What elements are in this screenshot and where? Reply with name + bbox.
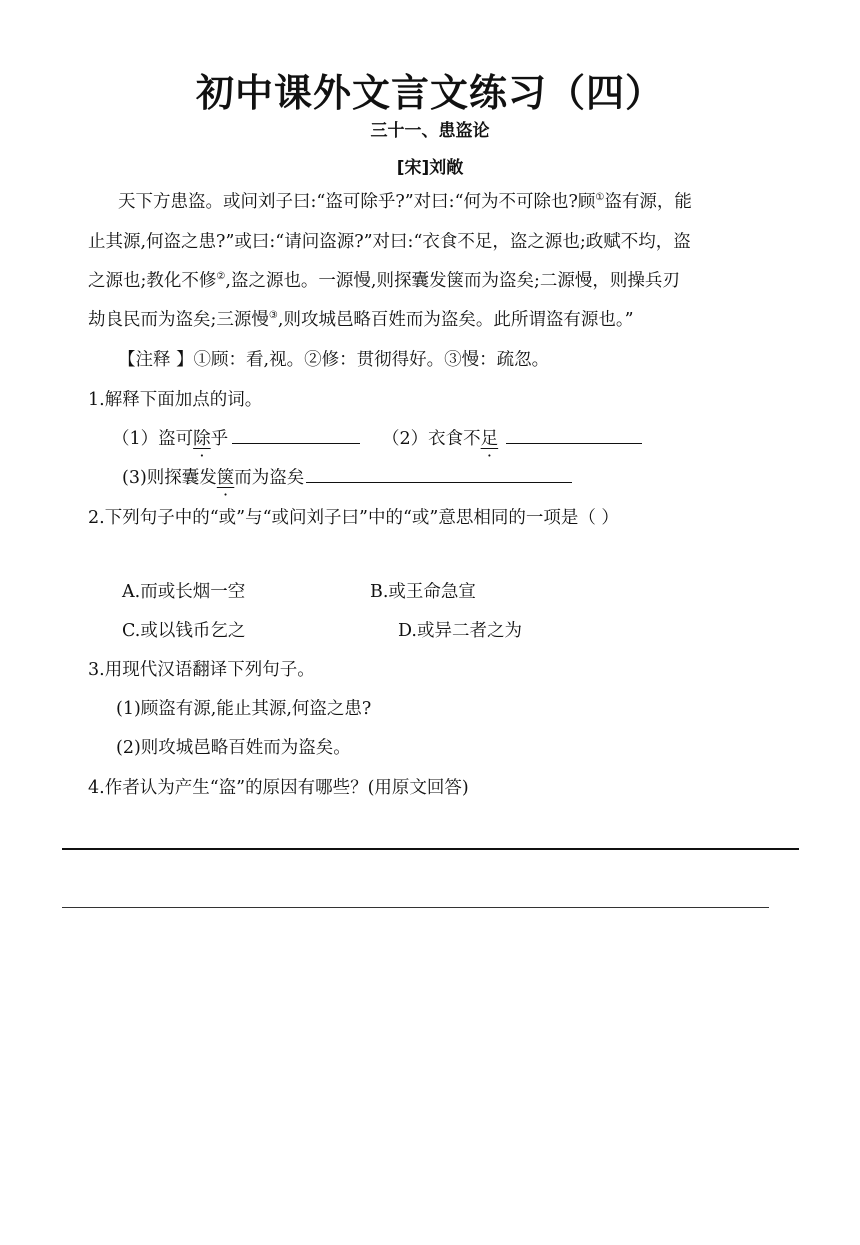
article-title: 三十一、患盗论 bbox=[370, 121, 490, 141]
dotted-word: 箧 bbox=[216, 468, 235, 488]
question-2-option-c[interactable]: C.或以钱币乞之 bbox=[122, 621, 246, 641]
answer-blank[interactable] bbox=[232, 427, 360, 444]
footnote-mark: ① bbox=[595, 192, 605, 203]
article-author: [宋]刘敞 bbox=[396, 158, 464, 178]
question-2-option-a[interactable]: A.而或长烟一空 bbox=[122, 582, 246, 602]
question-2-heading: 2.下列句子中的“或”与“或问刘子曰”中的“或”意思相同的一项是（ ） bbox=[88, 508, 619, 528]
question-2-option-b[interactable]: B.或王命急宣 bbox=[370, 582, 476, 602]
annotation-notes: 【注释 】①顾：看,视。②修：贯彻得好。③慢：疏忽。 bbox=[118, 350, 550, 370]
question-3-item-1: (1)顾盗有源,能止其源,何盗之患? bbox=[116, 699, 372, 719]
question-1-item-1: （1）盗可除乎 bbox=[112, 427, 360, 451]
answer-blank[interactable] bbox=[506, 427, 642, 444]
question-4-heading: 4.作者认为产生“盗”的原因有哪些？(用原文回答) bbox=[88, 778, 469, 798]
answer-blank[interactable] bbox=[306, 466, 572, 483]
question-3-heading: 3.用现代汉语翻译下列句子。 bbox=[88, 660, 315, 680]
answer-line[interactable] bbox=[62, 907, 769, 908]
page-title: 初中课外文言文练习（四） bbox=[195, 71, 664, 115]
question-1-item-3: (3)则探囊发箧而为盗矣 bbox=[122, 466, 572, 490]
question-2-option-d[interactable]: D.或异二者之为 bbox=[398, 621, 522, 641]
passage-line-2: 止其源,何盗之患?”或曰:“请问盗源?”对曰:“衣食不足，盗之源也;政赋不均，盗 bbox=[88, 232, 691, 252]
question-1-item-2: （2）衣食不足 bbox=[382, 427, 642, 451]
passage-line-1: 天下方患盗。或问刘子曰:“盗可除乎?”对曰:“何为不可除也?顾①盗有源，能 bbox=[118, 192, 692, 212]
question-1-heading: 1.解释下面加点的词。 bbox=[88, 390, 263, 410]
passage-line-3: 之源也;教化不修②,盗之源也。一源慢,则探囊发箧而为盗矣;二源慢，则操兵刃 bbox=[88, 271, 680, 291]
passage-line-4: 劫良民而为盗矣;三源慢③,则攻城邑略百姓而为盗矣。此所谓盗有源也。” bbox=[88, 310, 634, 330]
dotted-word: 除 bbox=[193, 429, 211, 449]
question-3-item-2: (2)则攻城邑略百姓而为盗矣。 bbox=[116, 738, 351, 758]
footnote-mark: ③ bbox=[268, 310, 278, 321]
footnote-mark: ② bbox=[216, 271, 226, 282]
answer-line[interactable] bbox=[62, 848, 799, 850]
dotted-word: 足 bbox=[480, 429, 499, 449]
